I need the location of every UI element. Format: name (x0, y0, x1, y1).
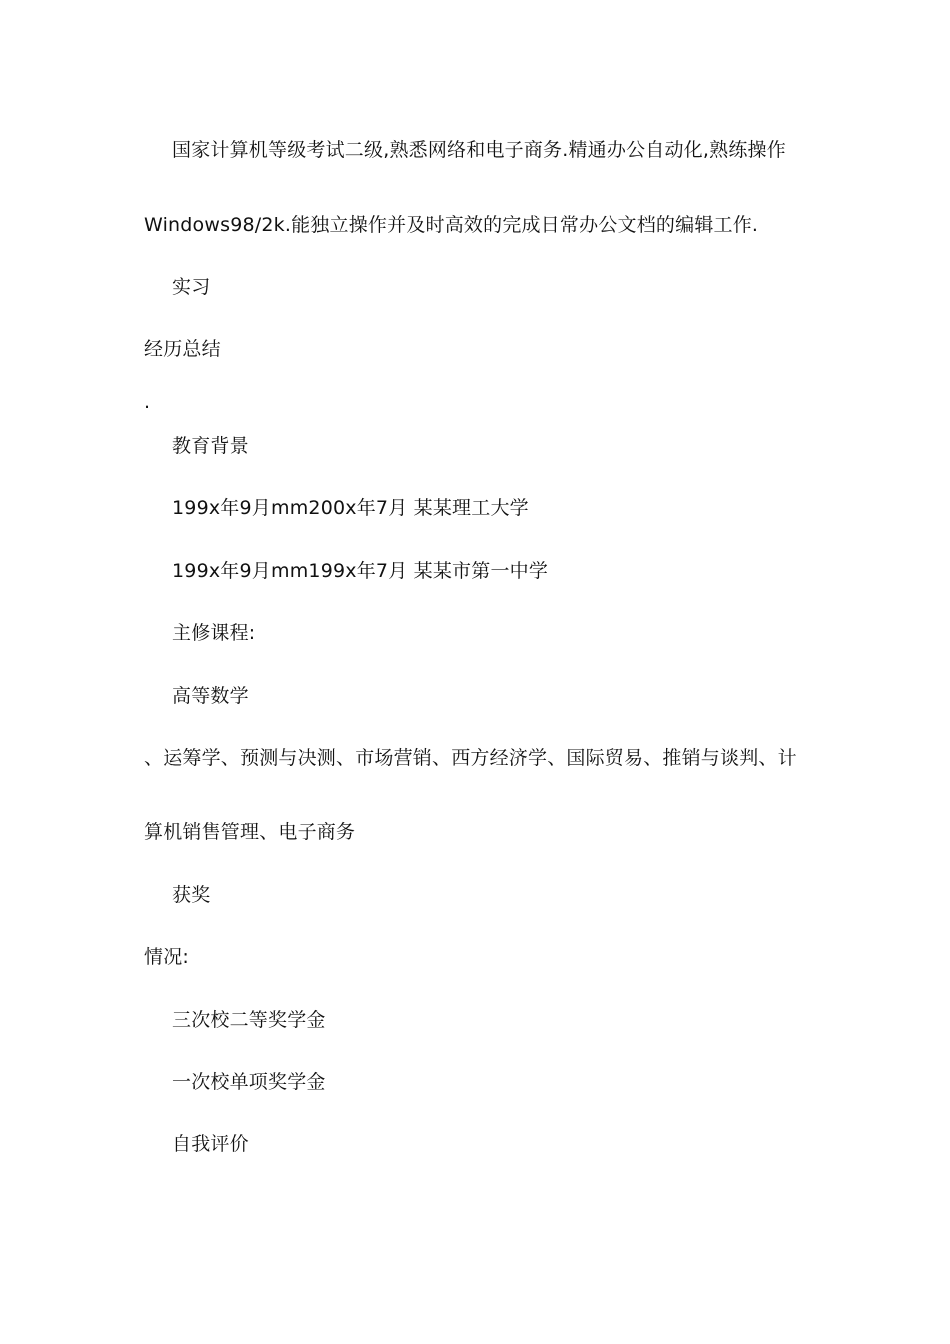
courses-line-2: 、运筹学、预测与决测、市场营销、西方经济学、国际贸易、推销与谈判、计 (144, 747, 797, 769)
award-item-1: 三次校二等奖学金 (172, 1009, 326, 1031)
skills-line-1: 国家计算机等级考试二级,熟悉网络和电子商务.精通办公自动化,熟练操作 (172, 139, 786, 161)
award-item-2: 一次校单项奖学金 (172, 1071, 326, 1093)
education-entry-highschool: 199x年9月mm199x年7月 某某市第一中学 (172, 560, 549, 582)
courses-heading: 主修课程: (172, 622, 256, 644)
courses-line-3: 算机销售管理、电子商务 (144, 821, 356, 843)
skills-line-2: Windows98/2k.能独立操作并及时高效的完成日常办公文档的编辑工作. (144, 214, 759, 236)
education-entry-university: 199x年9月mm200x年7月 某某理工大学 (172, 497, 529, 519)
awards-subheading: 情况: (144, 946, 190, 968)
self-evaluation-heading: 自我评价 (172, 1133, 249, 1155)
internship-heading: 实习 (172, 276, 211, 298)
courses-line-1: 高等数学 (172, 685, 249, 707)
awards-heading: 获奖 (172, 884, 211, 906)
education-heading: 教育背景 (172, 435, 249, 457)
experience-summary-heading: 经历总结 (144, 338, 221, 360)
period-mark: . (144, 391, 151, 413)
